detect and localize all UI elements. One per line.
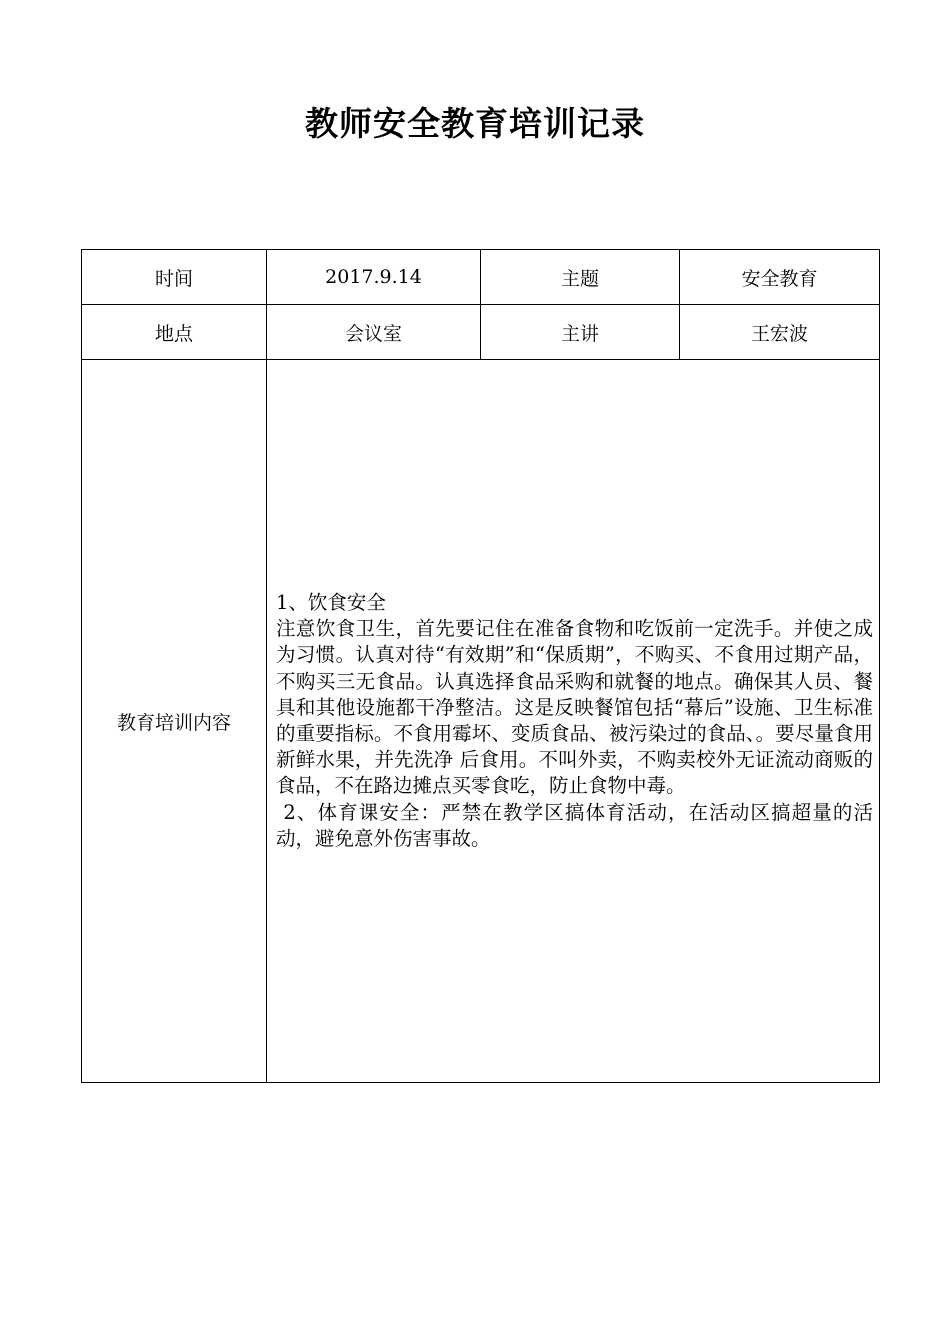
place-label: 地点 — [82, 305, 267, 360]
content-cell — [267, 360, 880, 1083]
section1-body: 注意饮食卫生，首先要记住在准备食物和吃饭前一定洗手。并使之成为习惯。认真对待“有效期”和“保质期”，不购买、不食用过期产品，不购买三无食品。认真选择食品采购和就餐的地点。确保其人员、餐具和其他设施都干净整洁。这是反映餐馆包括“幕后”设施、卫生标准的重要指标。不食用霉坏、变质食品、被污染过的食品、。要尽量食用新鲜水果，并先洗净 后食用。不叫外卖，不购卖校外无证流动商贩的食品，不在路边摊点买零食吃，防止食物中毒。 — [276, 617, 873, 798]
content-label: 教育培训内容 — [82, 360, 267, 1083]
training-record-table — [81, 249, 880, 1083]
document-title: 教师安全教育培训记录 — [305, 104, 645, 143]
table-row — [82, 250, 880, 305]
table-row — [82, 360, 880, 1083]
section2-body: 2、体育课安全：严禁在教学区搞体育活动，在活动区搞超量的活动，避免意外伤害事故。 — [276, 800, 873, 850]
time-label: 时间 — [82, 250, 267, 305]
table-row — [82, 305, 880, 360]
speaker-label: 主讲 — [481, 305, 680, 360]
speaker-value: 王宏波 — [680, 305, 880, 360]
place-value: 会议室 — [267, 305, 481, 360]
topic-label: 主题 — [481, 250, 680, 305]
section1-heading: 1、饮食安全 — [276, 590, 386, 614]
time-value: 2017.9.14 — [267, 250, 481, 305]
topic-value: 安全教育 — [680, 250, 880, 305]
